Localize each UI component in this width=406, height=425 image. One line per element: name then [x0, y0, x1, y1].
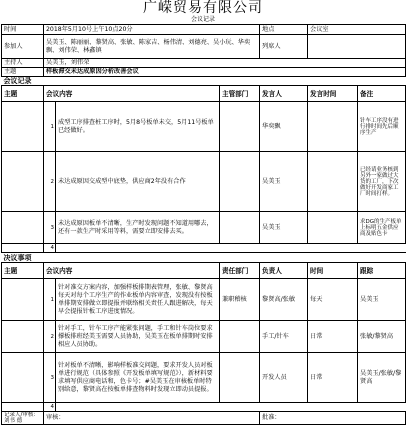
record-content: 未达成原因交成型中底垫，供应商2年没有合作	[56, 152, 220, 212]
decision-owner: 开发人员	[260, 353, 308, 403]
decision-row	[2, 403, 406, 412]
decision-row	[2, 353, 406, 403]
decisions-header-row	[2, 263, 406, 279]
decision-owner: 手工/针车	[260, 321, 308, 353]
record-note: 求DG的生产板单上标明五金供应商及贴色卡	[358, 212, 406, 244]
decision-time: 每天	[308, 279, 358, 321]
records-col-speaker: 发言人	[260, 86, 308, 102]
decision-time: 日常	[308, 353, 358, 403]
records-row	[2, 102, 406, 152]
record-content: 未达成原因板单不清晰，生产时发现问题不知道用哪去，还有一款生产时采用等料，需要立即安排去买。	[56, 212, 220, 244]
location-value: 会议室	[308, 25, 406, 35]
decisions-section-row	[2, 253, 406, 263]
row-number: 4	[44, 403, 56, 412]
records-header-row	[2, 86, 406, 102]
location-label: 地点	[260, 25, 308, 35]
decisions-col-owner: 负责人	[260, 263, 308, 279]
decision-track: 吴美玉/张敏/黎贤高	[358, 353, 406, 403]
record-speaker: 吴美玉	[260, 152, 308, 212]
decisions-col-topic: 主题	[2, 263, 44, 279]
minutes-table	[1, 24, 406, 425]
time-row	[2, 25, 406, 35]
decision-time: 日常	[308, 321, 358, 353]
row-number: 2	[44, 321, 56, 353]
row-number: 3	[44, 353, 56, 403]
host-label: 主持人	[2, 59, 44, 68]
record-note: 已经请业务核到另外一家做过大货的工厂，下次做好开发商家工厂时间打样。	[358, 152, 406, 212]
approve-label: 批准：	[260, 412, 406, 425]
topic-value: 样板滞交未达成原因分析改善会议	[44, 68, 406, 77]
host-value: 吴美玉，刘伟荣	[44, 59, 406, 68]
record-speaker: 华奕飘	[260, 102, 308, 152]
absent-value	[308, 35, 406, 59]
absent-label: 列席人	[260, 35, 308, 59]
records-row	[2, 152, 406, 212]
row-number: 3	[44, 212, 56, 244]
decisions-section-title: 决议事项	[2, 253, 406, 263]
records-section-title: 会议记录	[2, 77, 406, 86]
records-col-topic: 主题	[2, 86, 44, 102]
attendees-value: 吴美玉、陈丽丽、黎贤高、张敏、陈家吉、杨伟清、刘德亮、吴小玩、华奕飘、刘伟荣、林鑫镇	[44, 35, 260, 59]
decision-track: 吴美玉	[358, 279, 406, 321]
topic-label: 主题	[2, 68, 44, 77]
signature-row	[2, 412, 406, 425]
host-row	[2, 59, 406, 68]
company-name: 广嵘贸易有限公司	[143, 0, 263, 16]
decisions-col-time: 时间	[308, 263, 358, 279]
records-section-row	[2, 77, 406, 86]
decision-content: 针对手工，针车工序产能紧张问题，手工和针车岗位要求撑板排班经美玉需要人员协助，吴美玉在板单排期时安排相应人员协助。	[56, 321, 220, 353]
records-row	[2, 212, 406, 244]
decision-content: 针对板单不清晰，影响样板准交问题，要求开发人员对板单进行规范（具体参照《开发板单填写规范》），新材料要求填写供应商电话和，色卡号；#吴美玉在审核板单时特别给意，黎贤高在按板单排查物料时发现立即动员提报。	[56, 353, 220, 403]
decision-dept	[220, 353, 260, 403]
decisions-col-track: 跟踪	[358, 263, 406, 279]
record-content: 成型工序排查桩工序时，5月8号板单未交，5月11号板单已经做好。	[56, 102, 220, 152]
attendees-label: 参加人	[2, 35, 44, 59]
decision-content: 针对准交方案内容，加强样板排期表管理，张敏、黎贤高每天对每个工序生产的作业板单内容审查，发现没有按板单排期安排做立即提报并联络相关责任人跟进解决，每天早会提报针板工序进度情况。	[56, 279, 220, 321]
record-speaker: 吴美玉	[260, 212, 308, 244]
row-number: 2	[44, 152, 56, 212]
decision-dept: 兼职稽核	[220, 279, 260, 321]
time-value: 2018年5月10号上午10点20分	[44, 25, 260, 35]
review-label: 审核：	[44, 412, 260, 425]
document-subtitle: 会议记录	[190, 16, 215, 23]
recorder-label: 记录人/审核：刘书 德	[2, 412, 44, 425]
row-number: 1	[44, 102, 56, 152]
records-col-dept: 主管部门	[220, 86, 260, 102]
decision-row	[2, 279, 406, 321]
decision-track: 张敏/黎贤高	[358, 321, 406, 353]
topic-row	[2, 68, 406, 77]
record-note: 针车工序没有进行排时间先后顺序生产	[358, 102, 406, 152]
decisions-col-content: 会议内容	[44, 263, 220, 279]
attendees-row	[2, 35, 406, 59]
records-col-note: 备注	[358, 86, 406, 102]
row-number: 1	[44, 279, 56, 321]
decision-row	[2, 321, 406, 353]
decision-owner: 黎贤高/张敏	[260, 279, 308, 321]
records-row	[2, 244, 406, 253]
records-col-time: 发言时间	[308, 86, 358, 102]
row-number: 4	[44, 244, 56, 253]
time-label: 时间	[2, 25, 44, 35]
records-col-content: 会议内容	[44, 86, 220, 102]
decisions-col-dept: 责任部门	[220, 263, 260, 279]
decision-dept	[220, 321, 260, 353]
